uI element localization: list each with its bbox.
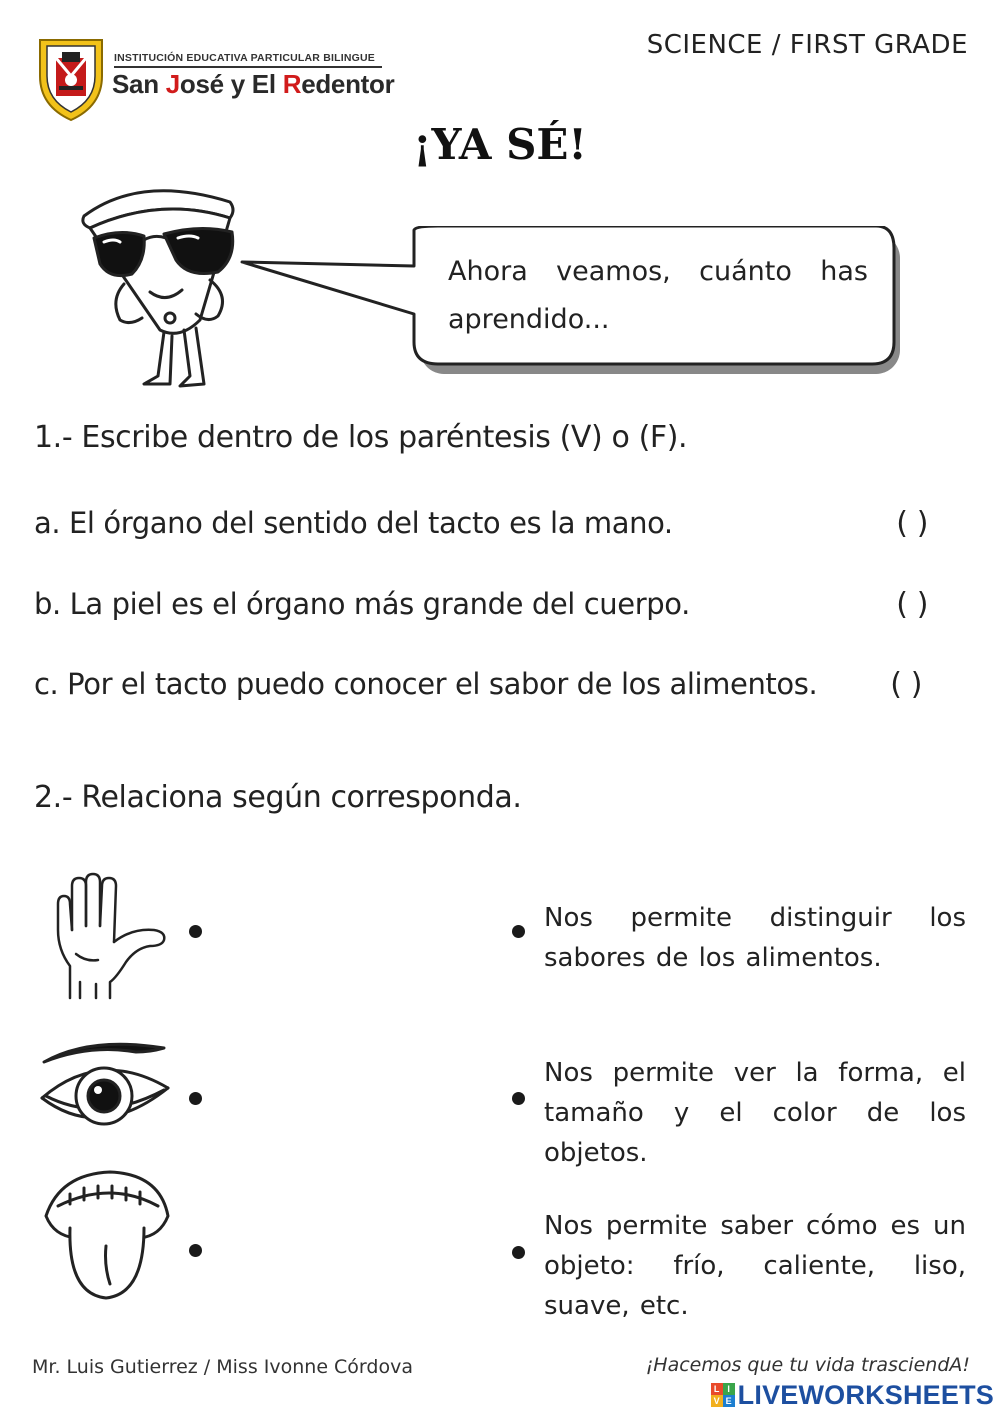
tf-item-text: a. El órgano del sentido del tacto es la mano. xyxy=(34,506,673,540)
match-dot-right[interactable] xyxy=(512,1246,525,1259)
hand-icon xyxy=(40,870,180,1000)
school-name: San José y El Redentor xyxy=(112,69,395,99)
liveworksheets-logo[interactable] xyxy=(711,1380,994,1410)
school-crest-icon xyxy=(36,36,106,122)
match-text-taste: Nos permite distinguir los sabores de los alimentos. xyxy=(544,903,966,973)
pizza-mascot-icon xyxy=(80,180,250,395)
tf-item-text: b. La piel es el órgano más grande del cuerpo. xyxy=(34,587,690,621)
question-1-heading: 1.- Escribe dentro de los paréntesis (V) o (F). xyxy=(34,420,688,455)
liveworksheets-icon: L I V E xyxy=(711,1383,735,1407)
teachers-credit: Mr. Luis Gutierrez / Miss Ivonne Córdova xyxy=(32,1356,413,1378)
page-title: ¡YA SÉ! xyxy=(413,120,587,169)
liveworksheets-brand: LIVEWORKSHEETS xyxy=(737,1379,994,1410)
tf-item-a xyxy=(34,506,934,540)
tf-item-text: c. Por el tacto puedo conocer el sabor de los alimentos. xyxy=(34,667,818,701)
question-2-heading: 2.- Relaciona según corresponda. xyxy=(34,780,522,815)
answer-box[interactable]: ( ) xyxy=(890,667,922,702)
school-motto: ¡Hacemos que tu vida trasciendA! xyxy=(645,1354,970,1376)
answer-box[interactable]: ( ) xyxy=(896,587,928,622)
tf-item-c xyxy=(34,667,934,701)
tf-item-b xyxy=(34,587,934,621)
match-text-touch: Nos permite saber cómo es un objeto: frío, caliente, liso, suave, etc. xyxy=(544,1211,966,1321)
match-dot-left[interactable] xyxy=(189,1244,202,1257)
school-subtitle: INSTITUCIÓN EDUCATIVA PARTICULAR BILINGUE xyxy=(114,52,375,64)
match-dot-left[interactable] xyxy=(189,925,202,938)
header-divider xyxy=(114,66,382,68)
match-text-sight: Nos permite ver la forma, el tamaño y el color de los objetos. xyxy=(544,1058,966,1168)
match-dot-left[interactable] xyxy=(189,1092,202,1105)
speech-bubble-text: Ahora veamos, cuánto has aprendido... xyxy=(448,256,868,335)
match-dot-right[interactable] xyxy=(512,1092,525,1105)
eye-icon xyxy=(40,1034,180,1164)
match-dot-right[interactable] xyxy=(512,925,525,938)
answer-box[interactable]: ( ) xyxy=(896,506,928,541)
tongue-icon xyxy=(40,1166,180,1296)
subject-label: SCIENCE / FIRST GRADE xyxy=(646,30,968,60)
